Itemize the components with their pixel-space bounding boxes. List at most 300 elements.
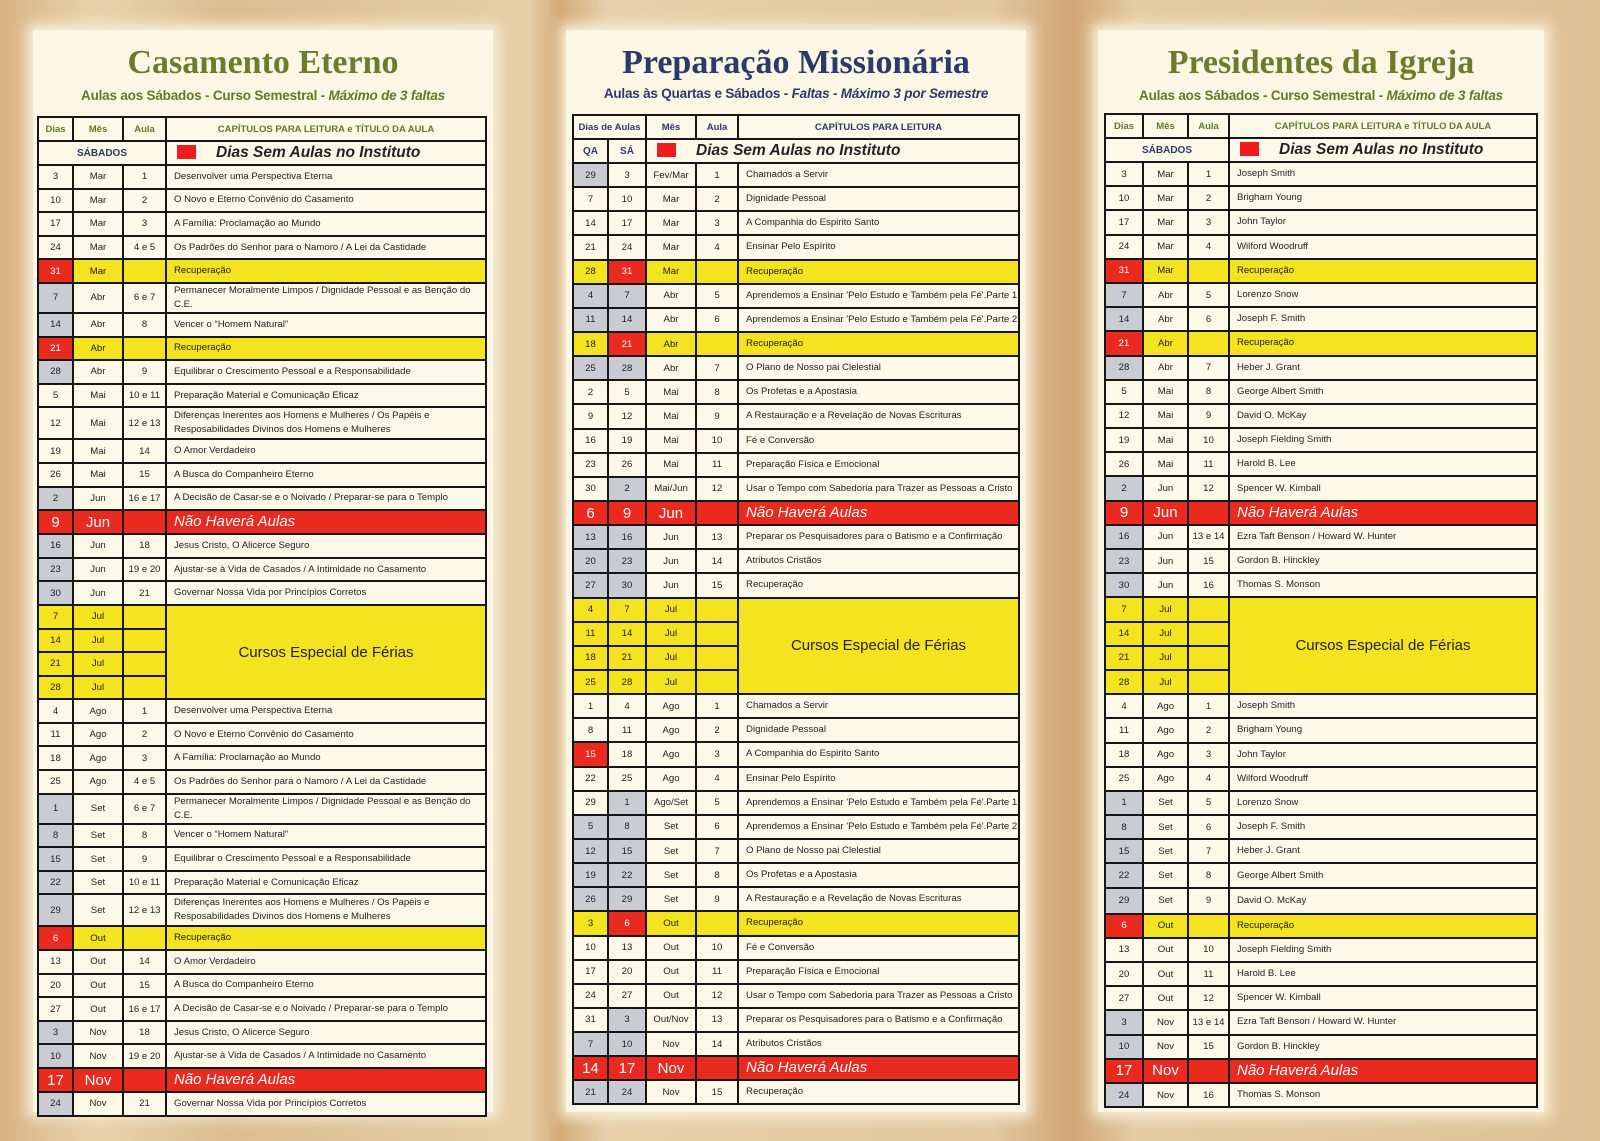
day-cell: 23 bbox=[608, 549, 646, 573]
day-cell: 19 bbox=[573, 863, 608, 887]
lesson-title-cell: Joseph Smith bbox=[1229, 694, 1537, 718]
table-row bbox=[573, 1032, 1019, 1056]
lesson-number-cell: 3 bbox=[123, 746, 166, 770]
day-cell: 28 bbox=[1105, 356, 1143, 380]
lesson-title-cell: Preparação Física e Emocional bbox=[738, 960, 1019, 984]
month-cell: Jun bbox=[1143, 525, 1188, 549]
month-cell: Ago bbox=[73, 746, 123, 770]
day-cell: 17 bbox=[38, 1068, 73, 1092]
day-cell: 10 bbox=[1105, 186, 1143, 210]
lesson-number-cell: 10 bbox=[696, 936, 738, 960]
lesson-number-cell: 18 bbox=[123, 1021, 166, 1045]
table-row bbox=[1105, 573, 1537, 597]
month-cell: Set bbox=[1143, 888, 1188, 914]
day-cell: 27 bbox=[1105, 986, 1143, 1010]
table-row bbox=[38, 824, 486, 848]
lesson-title-cell: Não Haverá Aulas bbox=[1229, 501, 1537, 525]
lesson-title-cell: Gordon B. Hinckley bbox=[1229, 549, 1537, 573]
subtitle bbox=[33, 88, 493, 103]
day-cell: 30 bbox=[608, 573, 646, 597]
lesson-title-cell: O Amor Verdadeiro bbox=[166, 950, 486, 974]
day-cell: 23 bbox=[38, 558, 73, 582]
day-cell: 18 bbox=[608, 742, 646, 766]
lesson-title-cell: Não Haverá Aulas bbox=[1229, 1059, 1537, 1083]
table-row bbox=[573, 549, 1019, 573]
day-cell: 31 bbox=[1105, 259, 1143, 283]
lesson-title-cell: Diferenças Inerentes aos Homens e Mulheres / Os Papéis e Resposabilidades Divinos dos Homens e Mulheres bbox=[166, 894, 486, 926]
lesson-title-cell: Permanecer Moralmente Limpos / Dignidade Pessoal e as Benção do C.E. bbox=[166, 794, 486, 824]
lesson-title-cell: Vencer o “Homem Natural” bbox=[166, 313, 486, 337]
month-cell: Abr bbox=[1143, 356, 1188, 380]
lesson-title-cell: Desenvolver uma Perspectiva Eterna bbox=[166, 165, 486, 189]
lesson-title-cell: Aprendemos a Ensinar 'Pelo Estudo e Também pela Fé'.Parte 2 bbox=[738, 308, 1019, 332]
month-cell: Mai bbox=[646, 429, 696, 453]
lesson-title-cell: A Decisão de Casar-se e o Noivado / Preparar-se para o Templo bbox=[166, 997, 486, 1021]
lesson-title-cell: George Albert Smith bbox=[1229, 863, 1537, 887]
month-cell: Mai bbox=[73, 384, 123, 408]
lesson-number-cell: 8 bbox=[696, 863, 738, 887]
lesson-title-cell: Fé e Conversão bbox=[738, 429, 1019, 453]
no-class-row bbox=[573, 1056, 1019, 1080]
month-cell: Jun bbox=[1143, 476, 1188, 500]
lesson-number-cell: 6 e 7 bbox=[123, 283, 166, 313]
lesson-number-cell bbox=[1188, 622, 1229, 646]
month-cell: Mar bbox=[73, 165, 123, 189]
day-cell: 3 bbox=[608, 163, 646, 187]
lesson-number-cell: 14 bbox=[696, 1032, 738, 1056]
red-legend-swatch-icon bbox=[657, 143, 676, 157]
month-cell: Mai bbox=[1143, 404, 1188, 428]
header-row bbox=[38, 117, 486, 141]
day-cell: 23 bbox=[573, 453, 608, 477]
day-cell: 8 bbox=[573, 718, 608, 742]
lesson-number-cell: 13 e 14 bbox=[1188, 525, 1229, 549]
month-cell: Set bbox=[646, 839, 696, 863]
month-cell: Jun bbox=[646, 549, 696, 573]
day-cell: 23 bbox=[1105, 549, 1143, 573]
day-cell: 20 bbox=[573, 549, 608, 573]
schedule-table-presidentes-da-igreja bbox=[1104, 113, 1538, 1108]
day-cell: 16 bbox=[573, 429, 608, 453]
lesson-title-cell: Jesus Cristo, O Alicerce Seguro bbox=[166, 1021, 486, 1045]
day-cell: 19 bbox=[1105, 428, 1143, 452]
table-row bbox=[38, 313, 486, 337]
month-cell: Abr bbox=[646, 284, 696, 308]
day-cell: 8 bbox=[608, 815, 646, 839]
month-cell: Set bbox=[73, 847, 123, 871]
day-cell: 7 bbox=[1105, 597, 1143, 621]
lesson-title-cell: Recuperação bbox=[738, 332, 1019, 356]
lesson-title-cell: Ajustar-se à Vida de Casados / A Intimidade no Casamento bbox=[166, 558, 486, 582]
table-row bbox=[38, 558, 486, 582]
day-cell: 5 bbox=[1105, 380, 1143, 404]
day-cell: 7 bbox=[608, 598, 646, 622]
lesson-number-cell bbox=[696, 911, 738, 935]
column-header: Mês bbox=[646, 115, 696, 139]
month-cell: Out bbox=[73, 926, 123, 950]
day-cell: 6 bbox=[1105, 914, 1143, 938]
month-cell: Jul bbox=[646, 622, 696, 646]
table-row bbox=[573, 477, 1019, 501]
day-cell: 14 bbox=[1105, 307, 1143, 331]
column-header: Dias bbox=[38, 117, 73, 141]
lesson-number-cell: 8 bbox=[696, 380, 738, 404]
lesson-number-cell: 3 bbox=[696, 742, 738, 766]
legend-row bbox=[573, 139, 1019, 163]
legend-text: Dias Sem Aulas no Instituto bbox=[216, 144, 421, 161]
column-header: CAPÍTULOS PARA LEITURA bbox=[738, 115, 1019, 139]
recovery-row bbox=[1105, 259, 1537, 283]
table-row bbox=[38, 699, 486, 723]
day-cell: 9 bbox=[1105, 501, 1143, 525]
month-cell: Mar bbox=[1143, 162, 1188, 186]
subtitle-italic: Máximo de 3 faltas bbox=[328, 88, 445, 103]
day-cell: 21 bbox=[1105, 331, 1143, 355]
lesson-number-cell: 3 bbox=[696, 211, 738, 235]
lesson-number-cell: 9 bbox=[696, 404, 738, 428]
table-row bbox=[1105, 743, 1537, 767]
lesson-title-cell: A Busca do Companheiro Eterno bbox=[166, 974, 486, 998]
table-row bbox=[573, 718, 1019, 742]
column-header: CAPÍTULOS PARA LEITURA e TÍTULO DA AULA bbox=[166, 117, 486, 141]
lesson-number-cell: 11 bbox=[696, 960, 738, 984]
lesson-number-cell bbox=[696, 646, 738, 670]
day-cell: 24 bbox=[38, 1092, 73, 1116]
lesson-title-cell: Não Haverá Aulas bbox=[166, 510, 486, 534]
table-row bbox=[573, 839, 1019, 863]
lesson-title-cell: Thomas S. Monson bbox=[1229, 1083, 1537, 1107]
day-cell: 11 bbox=[573, 308, 608, 332]
lesson-title-cell: Dignidade Pessoal bbox=[738, 718, 1019, 742]
day-cell: 30 bbox=[38, 581, 73, 605]
lesson-number-cell: 6 bbox=[1188, 307, 1229, 331]
month-cell: Ago bbox=[646, 742, 696, 766]
table-row bbox=[1105, 986, 1537, 1010]
lesson-number-cell: 3 bbox=[1188, 743, 1229, 767]
lesson-title-cell: Desenvolver uma Perspectiva Eterna bbox=[166, 699, 486, 723]
month-cell: Out bbox=[73, 997, 123, 1021]
table-row bbox=[1105, 1010, 1537, 1034]
lesson-title-cell: Recuperação bbox=[166, 337, 486, 361]
table-row bbox=[38, 534, 486, 558]
lesson-title-cell: Recuperação bbox=[738, 1080, 1019, 1104]
lesson-title-cell: Recuperação bbox=[738, 260, 1019, 284]
month-cell: Fev/Mar bbox=[646, 163, 696, 187]
month-cell: Nov bbox=[646, 1032, 696, 1056]
month-cell: Mai bbox=[1143, 452, 1188, 476]
lesson-title-cell: Joseph F. Smith bbox=[1229, 307, 1537, 331]
month-cell: Nov bbox=[1143, 1083, 1188, 1107]
lesson-number-cell: 12 bbox=[696, 984, 738, 1008]
day-cell: 21 bbox=[573, 1080, 608, 1104]
day-cell: 1 bbox=[1105, 791, 1143, 815]
table-row bbox=[573, 887, 1019, 911]
column-header: Dias bbox=[1105, 114, 1143, 138]
lesson-title-cell: Harold B. Lee bbox=[1229, 452, 1537, 476]
lesson-title-cell: Ezra Taft Benson / Howard W. Hunter bbox=[1229, 1010, 1537, 1034]
column-header: Aula bbox=[1188, 114, 1229, 138]
month-cell: Jul bbox=[1143, 597, 1188, 621]
day-cell: 16 bbox=[608, 525, 646, 549]
lesson-title-cell: Jesus Cristo, O Alicerce Seguro bbox=[166, 534, 486, 558]
legend-row bbox=[38, 141, 486, 165]
table-row bbox=[1105, 380, 1537, 404]
lesson-number-cell: 4 bbox=[696, 235, 738, 259]
month-cell: Abr bbox=[646, 308, 696, 332]
lesson-number-cell: 15 bbox=[1188, 549, 1229, 573]
lesson-number-cell: 10 bbox=[1188, 938, 1229, 962]
lesson-number-cell: 15 bbox=[123, 974, 166, 998]
month-cell: Mai bbox=[646, 453, 696, 477]
red-legend-swatch-icon bbox=[1240, 142, 1259, 156]
lesson-title-cell: Governar Nossa Vida por Princípios Corretos bbox=[166, 581, 486, 605]
table-row bbox=[573, 235, 1019, 259]
day-cell: 7 bbox=[38, 605, 73, 629]
lesson-number-cell: 12 bbox=[1188, 986, 1229, 1010]
lesson-title-cell: Lorenzo Snow bbox=[1229, 283, 1537, 307]
lesson-number-cell: 4 bbox=[1188, 235, 1229, 259]
day-cell: 31 bbox=[573, 1008, 608, 1032]
table-row bbox=[38, 746, 486, 770]
no-class-row bbox=[1105, 1059, 1537, 1083]
table-row bbox=[38, 894, 486, 926]
day-cell: 12 bbox=[1105, 404, 1143, 428]
month-cell: Set bbox=[1143, 815, 1188, 839]
lesson-number-cell: 11 bbox=[696, 453, 738, 477]
lesson-number-cell: 12 bbox=[1188, 476, 1229, 500]
month-cell: Jun bbox=[646, 525, 696, 549]
month-cell: Jun bbox=[73, 487, 123, 511]
lesson-number-cell: 19 e 20 bbox=[123, 1044, 166, 1068]
lesson-title-cell: Recuperação bbox=[1229, 259, 1537, 283]
no-class-row bbox=[38, 510, 486, 534]
legend bbox=[1229, 138, 1537, 162]
lesson-title-cell: O Plano de Nosso pai Clelestial bbox=[738, 356, 1019, 380]
lesson-number-cell bbox=[123, 926, 166, 950]
table-row bbox=[573, 960, 1019, 984]
lesson-title-cell: Recuperação bbox=[738, 911, 1019, 935]
table-row bbox=[573, 356, 1019, 380]
header-row bbox=[1105, 114, 1537, 138]
vacation-courses-cell: Cursos Especial de Férias bbox=[166, 605, 486, 699]
lesson-number-cell: 21 bbox=[123, 581, 166, 605]
lesson-number-cell: 4 e 5 bbox=[123, 770, 166, 794]
month-cell: Abr bbox=[1143, 307, 1188, 331]
lesson-number-cell bbox=[123, 510, 166, 534]
legend bbox=[646, 139, 1019, 163]
lesson-title-cell: Recuperação bbox=[166, 259, 486, 283]
lesson-title-cell: Thomas S. Monson bbox=[1229, 573, 1537, 597]
no-class-row bbox=[573, 501, 1019, 525]
lesson-title-cell: Aprendemos a Ensinar 'Pelo Estudo e Também pela Fé'.Parte 2 bbox=[738, 815, 1019, 839]
lesson-title-cell: Aprendemos a Ensinar 'Pelo Estudo e Também pela Fé'.Parte 1 bbox=[738, 791, 1019, 815]
table-row bbox=[573, 404, 1019, 428]
day-cell: 29 bbox=[608, 887, 646, 911]
lesson-number-cell: 3 bbox=[1188, 210, 1229, 234]
day-cell: 3 bbox=[38, 165, 73, 189]
recovery-row bbox=[38, 926, 486, 950]
lesson-number-cell bbox=[123, 605, 166, 629]
month-cell: Nov bbox=[73, 1044, 123, 1068]
table-row bbox=[38, 950, 486, 974]
month-cell: Out bbox=[73, 974, 123, 998]
day-cell: 13 bbox=[38, 950, 73, 974]
day-column-header: QA bbox=[573, 139, 608, 163]
day-cell: 17 bbox=[38, 212, 73, 236]
day-cell: 25 bbox=[38, 770, 73, 794]
lesson-number-cell: 18 bbox=[123, 534, 166, 558]
day-cell: 16 bbox=[1105, 525, 1143, 549]
day-cell: 22 bbox=[38, 871, 73, 895]
day-cell: 6 bbox=[573, 501, 608, 525]
table-row bbox=[1105, 815, 1537, 839]
month-cell: Set bbox=[1143, 863, 1188, 887]
month-cell: Nov bbox=[1143, 1035, 1188, 1059]
legend bbox=[166, 141, 486, 165]
day-cell: 29 bbox=[1105, 888, 1143, 914]
table-row bbox=[573, 863, 1019, 887]
month-cell: Mar bbox=[1143, 210, 1188, 234]
table-row bbox=[38, 770, 486, 794]
month-cell: Jun bbox=[646, 573, 696, 597]
day-cell: 24 bbox=[608, 235, 646, 259]
table-row bbox=[38, 723, 486, 747]
lesson-title-cell: Não Haverá Aulas bbox=[738, 1056, 1019, 1080]
lesson-number-cell: 6 bbox=[696, 815, 738, 839]
day-cell: 12 bbox=[608, 404, 646, 428]
day-cell: 9 bbox=[38, 510, 73, 534]
month-cell: Jul bbox=[73, 676, 123, 700]
lesson-title-cell: A Restauração e a Revelação de Novas Escrituras bbox=[738, 404, 1019, 428]
lesson-title-cell: Equilibrar o Crescimento Pessoal e a Responsabilidade bbox=[166, 360, 486, 384]
day-cell: 26 bbox=[573, 887, 608, 911]
day-column-header: SÁ bbox=[608, 139, 646, 163]
lesson-number-cell: 9 bbox=[1188, 888, 1229, 914]
month-cell: Set bbox=[646, 887, 696, 911]
month-cell: Abr bbox=[73, 337, 123, 361]
month-cell: Mai bbox=[1143, 380, 1188, 404]
red-legend-swatch-icon bbox=[177, 145, 196, 159]
lesson-title-cell: David O. McKay bbox=[1229, 888, 1537, 914]
lesson-number-cell: 13 e 14 bbox=[1188, 1010, 1229, 1034]
lesson-number-cell: 2 bbox=[1188, 718, 1229, 742]
table-row bbox=[573, 163, 1019, 187]
table-row bbox=[1105, 186, 1537, 210]
day-cell: 26 bbox=[1105, 452, 1143, 476]
day-cell: 7 bbox=[573, 187, 608, 211]
month-cell: Abr bbox=[73, 283, 123, 313]
table-row bbox=[38, 1092, 486, 1116]
day-cell: 15 bbox=[1105, 839, 1143, 863]
month-cell: Abr bbox=[73, 313, 123, 337]
lesson-title-cell: Ensinar Pelo Espírito bbox=[738, 235, 1019, 259]
lesson-title-cell: Governar Nossa Vida por Princípios Corretos bbox=[166, 1092, 486, 1116]
day-cell: 25 bbox=[573, 356, 608, 380]
month-cell: Ago bbox=[1143, 743, 1188, 767]
lesson-number-cell: 15 bbox=[1188, 1035, 1229, 1059]
table-row bbox=[38, 384, 486, 408]
lesson-title-cell: A Companhia do Espirito Santo bbox=[738, 211, 1019, 235]
table-row bbox=[38, 794, 486, 824]
day-cell: 24 bbox=[1105, 235, 1143, 259]
day-cell: 22 bbox=[1105, 863, 1143, 887]
day-cell: 14 bbox=[38, 313, 73, 337]
recovery-row bbox=[573, 911, 1019, 935]
month-cell: Mai bbox=[646, 380, 696, 404]
lesson-number-cell: 6 bbox=[1188, 815, 1229, 839]
month-cell: Ago bbox=[73, 770, 123, 794]
day-cell: 4 bbox=[608, 694, 646, 718]
day-cell: 9 bbox=[608, 501, 646, 525]
lesson-title-cell: A Família: Proclamação ao Mundo bbox=[166, 746, 486, 770]
lesson-number-cell: 7 bbox=[696, 356, 738, 380]
table-row bbox=[1105, 863, 1537, 887]
day-cell: 11 bbox=[608, 718, 646, 742]
day-cell: 18 bbox=[38, 746, 73, 770]
lesson-number-cell: 12 bbox=[696, 477, 738, 501]
lesson-title-cell: Gordon B. Hinckley bbox=[1229, 1035, 1537, 1059]
lesson-title-cell: Ezra Taft Benson / Howard W. Hunter bbox=[1229, 525, 1537, 549]
recovery-row bbox=[38, 337, 486, 361]
day-cell: 7 bbox=[38, 283, 73, 313]
table-row bbox=[38, 283, 486, 313]
month-cell: Jun bbox=[73, 581, 123, 605]
lesson-number-cell: 14 bbox=[696, 549, 738, 573]
month-cell: Mai bbox=[73, 439, 123, 463]
no-class-row bbox=[38, 1068, 486, 1092]
day-cell: 18 bbox=[1105, 743, 1143, 767]
lesson-title-cell: Wilford Woodruff bbox=[1229, 767, 1537, 791]
lesson-title-cell: David O. McKay bbox=[1229, 404, 1537, 428]
month-cell: Abr bbox=[646, 332, 696, 356]
lesson-number-cell: 7 bbox=[1188, 839, 1229, 863]
day-cell: 1 bbox=[38, 794, 73, 824]
lesson-number-cell bbox=[1188, 1059, 1229, 1083]
subtitle-text: Aulas às Quartas e Sábados - bbox=[603, 86, 792, 101]
column-header: Dias de Aulas bbox=[573, 115, 646, 139]
month-cell: Out bbox=[1143, 986, 1188, 1010]
lesson-number-cell: 11 bbox=[1188, 962, 1229, 986]
lesson-title-cell: Spencer W. Kimball bbox=[1229, 986, 1537, 1010]
day-cell: 19 bbox=[38, 439, 73, 463]
lesson-title-cell: A Companhia do Espirito Santo bbox=[738, 742, 1019, 766]
lesson-title-cell: Joseph Fielding Smith bbox=[1229, 428, 1537, 452]
saturdays-label: SÁBADOS bbox=[38, 141, 166, 165]
lesson-title-cell: Recuperação bbox=[1229, 331, 1537, 355]
table-row bbox=[1105, 767, 1537, 791]
month-cell: Jul bbox=[73, 652, 123, 676]
lesson-number-cell: 12 e 13 bbox=[123, 407, 166, 439]
table-row bbox=[38, 463, 486, 487]
day-cell: 31 bbox=[38, 259, 73, 283]
table-row bbox=[1105, 694, 1537, 718]
day-cell: 28 bbox=[38, 676, 73, 700]
table-row bbox=[1105, 476, 1537, 500]
month-cell: Mar bbox=[1143, 235, 1188, 259]
month-cell: Mar bbox=[73, 236, 123, 260]
lesson-number-cell: 2 bbox=[123, 723, 166, 747]
day-cell: 28 bbox=[608, 356, 646, 380]
lesson-title-cell: O Amor Verdadeiro bbox=[166, 439, 486, 463]
day-cell: 8 bbox=[38, 824, 73, 848]
day-cell: 3 bbox=[573, 911, 608, 935]
lesson-title-cell: A Família: Proclamação ao Mundo bbox=[166, 212, 486, 236]
table-row bbox=[38, 871, 486, 895]
day-cell: 15 bbox=[608, 839, 646, 863]
day-cell: 10 bbox=[38, 189, 73, 213]
lesson-title-cell: Os Profetas e a Apostasia bbox=[738, 380, 1019, 404]
day-cell: 27 bbox=[608, 984, 646, 1008]
